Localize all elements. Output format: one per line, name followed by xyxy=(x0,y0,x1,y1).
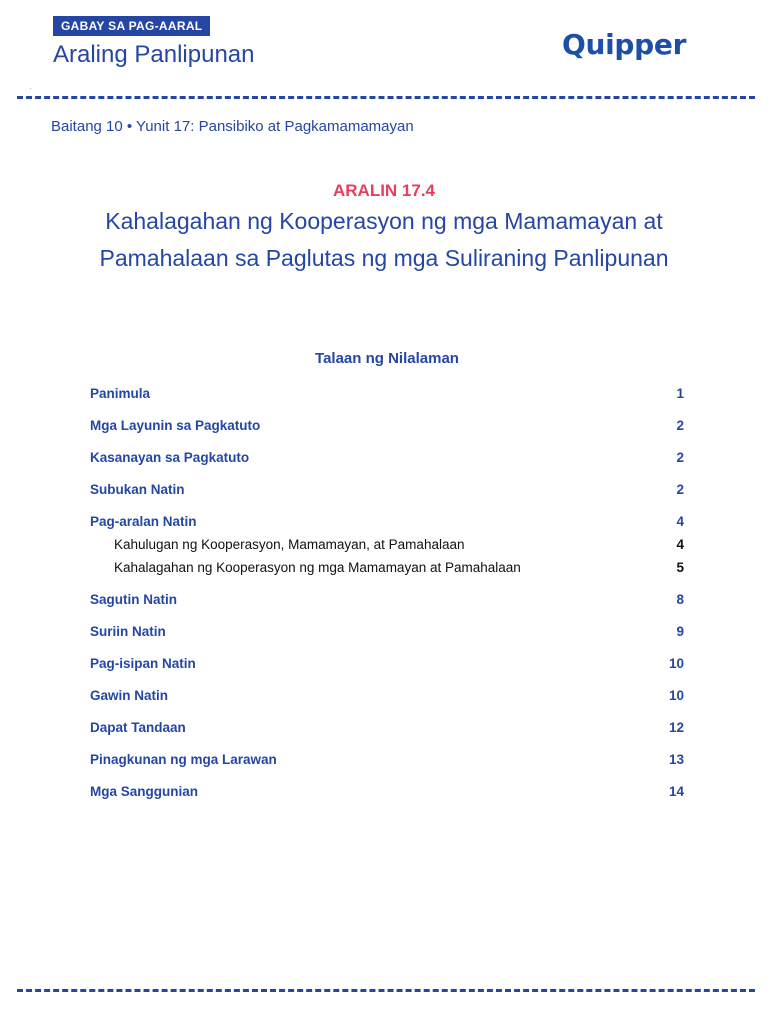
study-guide-badge: GABAY SA PAG-AARAL xyxy=(53,16,210,36)
toc-item-label: Gawin Natin xyxy=(90,688,169,703)
toc-subitem-kahalagahan[interactable] xyxy=(90,558,684,578)
toc-heading: Talaan ng Nilalaman xyxy=(315,350,459,367)
toc-subitem-label: Kahalagahan ng Kooperasyon ng mga Mamamayan at Pamahalaan xyxy=(114,560,521,575)
toc-item-dapat-tandaan[interactable] xyxy=(90,718,684,738)
toc-item-sagutin-natin[interactable] xyxy=(90,590,684,610)
toc-item-label: Suriin Natin xyxy=(90,624,166,639)
lesson-title: Kahalagahan ng Kooperasyon ng mga Mamamayan at Pamahalaan sa Paglutas ng mga Suliraning Panlipunan xyxy=(99,208,669,271)
breadcrumb: Baitang 10 • Yunit 17: Pansibiko at Pagkamamamayan xyxy=(51,118,414,135)
toc-item-pag-isipan-natin[interactable] xyxy=(90,654,684,674)
table-of-contents xyxy=(90,384,684,814)
toc-subitem-page: 5 xyxy=(676,560,684,575)
toc-item-mga-layunin[interactable] xyxy=(90,416,684,436)
toc-item-page: 10 xyxy=(668,656,684,671)
toc-item-label: Pag-isipan Natin xyxy=(90,656,196,671)
toc-subitem-label: Kahulugan ng Kooperasyon, Mamamayan, at Pamahalaan xyxy=(114,537,465,552)
toc-item-suriin-natin[interactable] xyxy=(90,622,684,642)
toc-item-page: 10 xyxy=(668,688,684,703)
toc-item-label: Dapat Tandaan xyxy=(90,720,186,735)
toc-item-page: 2 xyxy=(676,418,684,433)
toc-subitem-kahulugan[interactable] xyxy=(90,535,684,555)
toc-item-page: 1 xyxy=(676,386,684,401)
toc-item-label: Kasanayan sa Pagkatuto xyxy=(90,450,250,465)
toc-item-page: 9 xyxy=(676,624,684,639)
page-speck xyxy=(30,88,31,89)
header-divider xyxy=(17,96,755,99)
toc-item-label: Subukan Natin xyxy=(90,482,185,497)
toc-item-label: Panimula xyxy=(90,386,151,401)
toc-item-label: Sagutin Natin xyxy=(90,592,177,607)
toc-item-mga-sanggunian[interactable] xyxy=(90,782,684,802)
quipper-logo: Quipper xyxy=(562,28,687,61)
toc-item-page: 8 xyxy=(676,592,684,607)
lesson-number: ARALIN 17.4 xyxy=(332,181,436,200)
subject-title: Araling Panlipunan xyxy=(53,41,255,68)
toc-item-label: Pag-aralan Natin xyxy=(90,514,197,529)
toc-item-page: 4 xyxy=(676,514,684,529)
toc-item-pag-aralan-natin[interactable] xyxy=(90,512,684,532)
toc-item-page: 12 xyxy=(668,720,684,735)
toc-item-subukan-natin[interactable] xyxy=(90,480,684,500)
toc-item-panimula[interactable] xyxy=(90,384,684,404)
toc-item-pinagkunan[interactable] xyxy=(90,750,684,770)
toc-item-page: 14 xyxy=(668,784,684,799)
toc-item-label: Mga Layunin sa Pagkatuto xyxy=(90,418,261,433)
toc-item-page: 2 xyxy=(676,450,684,465)
toc-item-label: Pinagkunan ng mga Larawan xyxy=(90,752,277,767)
toc-item-page: 2 xyxy=(676,482,684,497)
footer-divider xyxy=(17,989,755,992)
toc-subitem-page: 4 xyxy=(676,537,684,552)
toc-item-label: Mga Sanggunian xyxy=(90,784,198,799)
toc-item-gawin-natin[interactable] xyxy=(90,686,684,706)
toc-item-page: 13 xyxy=(668,752,684,767)
toc-item-kasanayan[interactable] xyxy=(90,448,684,468)
